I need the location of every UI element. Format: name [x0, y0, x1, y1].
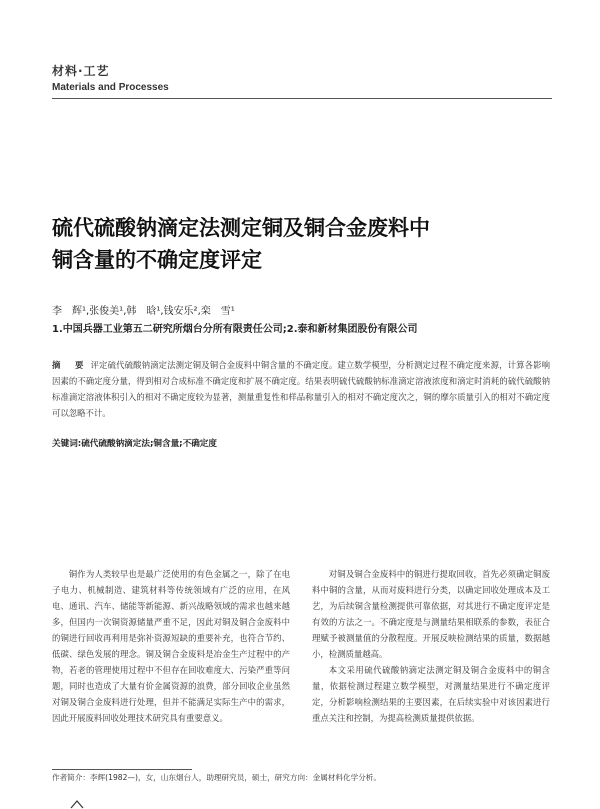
body-paragraph: 对铜及铜合金废料中的铜进行提取回收，首先必须确定铜废料中铜的含量，从而对废料进行分类，以确定回收处理成本及工艺，为后续铜含量检测提供可靠依据，对其进行不确定度评定是有效的方法之一。不确定度是与测量结果相联系的参数，表征合理赋予被测量值的分散程度。开展反映检测结果的质量，数据越小，检测质量越高。	[312, 569, 550, 659]
body-column-right	[312, 566, 550, 726]
author-bio-footnote: 作者简介：李辉(1982—)，女，山东烟台人，助理研究员，硕士，研究方向：金属材料化学分析。	[52, 773, 381, 782]
section-title-en: Materials and Processes	[52, 82, 169, 93]
body-column-left	[52, 566, 290, 726]
footnote-divider	[52, 769, 192, 770]
author-list: 李 辉¹,张俊美¹,韩 晗¹,钱安乐²,栾 雪¹	[52, 306, 235, 317]
section-title-cn: 材料·工艺	[52, 64, 110, 78]
body-paragraph: 铜作为人类较早也是最广泛使用的有色金属之一，除了在电子电力、机械制造、建筑材料等传统领域有广泛的应用，在风电、通讯、汽车、储能等新能源、新兴战略领域的需求也越来越多，但国内一次铜资源储量严重不足，因此对铜及铜合金废料中的铜进行回收再利用是弥补资源短缺的重要补充，也符合节约、低碳、绿色发展的理念。铜及铜合金废料是冶金生产过程中的产物，若老的管理使用过程中不但存在回收难度大、污染严重等问题，同时也造成了大量有价金属资源的浪费，部分回收企业虽然对铜及铜合金废料进行处理，但并不能满足实际生产中的需求，因此开展废料回收处理技术研究具有重要意义。	[52, 569, 290, 723]
section-header	[52, 62, 169, 93]
paper-title-line-1: 硫代硫酸钠滴定法测定铜及铜合金废料中	[52, 216, 430, 240]
header-divider	[52, 98, 552, 99]
abstract-text: 评定硫代硫酸钠滴定法测定铜及铜合金废料中铜含量的不确定度。建立数学模型，分析测定过程不确定度来源，计算各影响因素的不确定度分量，得到相对合成标准不确定度和扩展不确定度。结果表明硫代硫酸钠标准滴定溶液浓度和滴定时消耗的硫代硫酸钠标准滴定溶液体积引入的相对不确定度较为显著，测量重复性和样品称量引入的相对不确定度次之，铜的摩尔质量引入的相对不确定度可以忽略不计。	[52, 360, 551, 418]
paper-title-line-2: 铜含量的不确定度评定	[52, 248, 262, 272]
paper-title	[52, 212, 552, 276]
author-affiliation: 1.中国兵器工业第五二研究所烟台分所有限责任公司;2.泰和新材集团股份有限公司	[52, 324, 418, 335]
abstract-label: 摘 要	[52, 360, 87, 370]
abstract	[52, 357, 550, 421]
keywords: 关键词:硫代硫酸钠滴定法;铜含量;不确定度	[52, 439, 217, 449]
body-paragraph: 本文采用硫代硫酸钠滴定法测定铜及铜合金废料中的铜含量，依据检测过程建立数学模型，对测量结果进行不确定度评定，分析影响检测结果的主要因素，在后续实验中对该因素进行重点关注和控制，为提高检测质量提供依据。	[312, 665, 550, 723]
page-mark-icon	[70, 800, 84, 809]
